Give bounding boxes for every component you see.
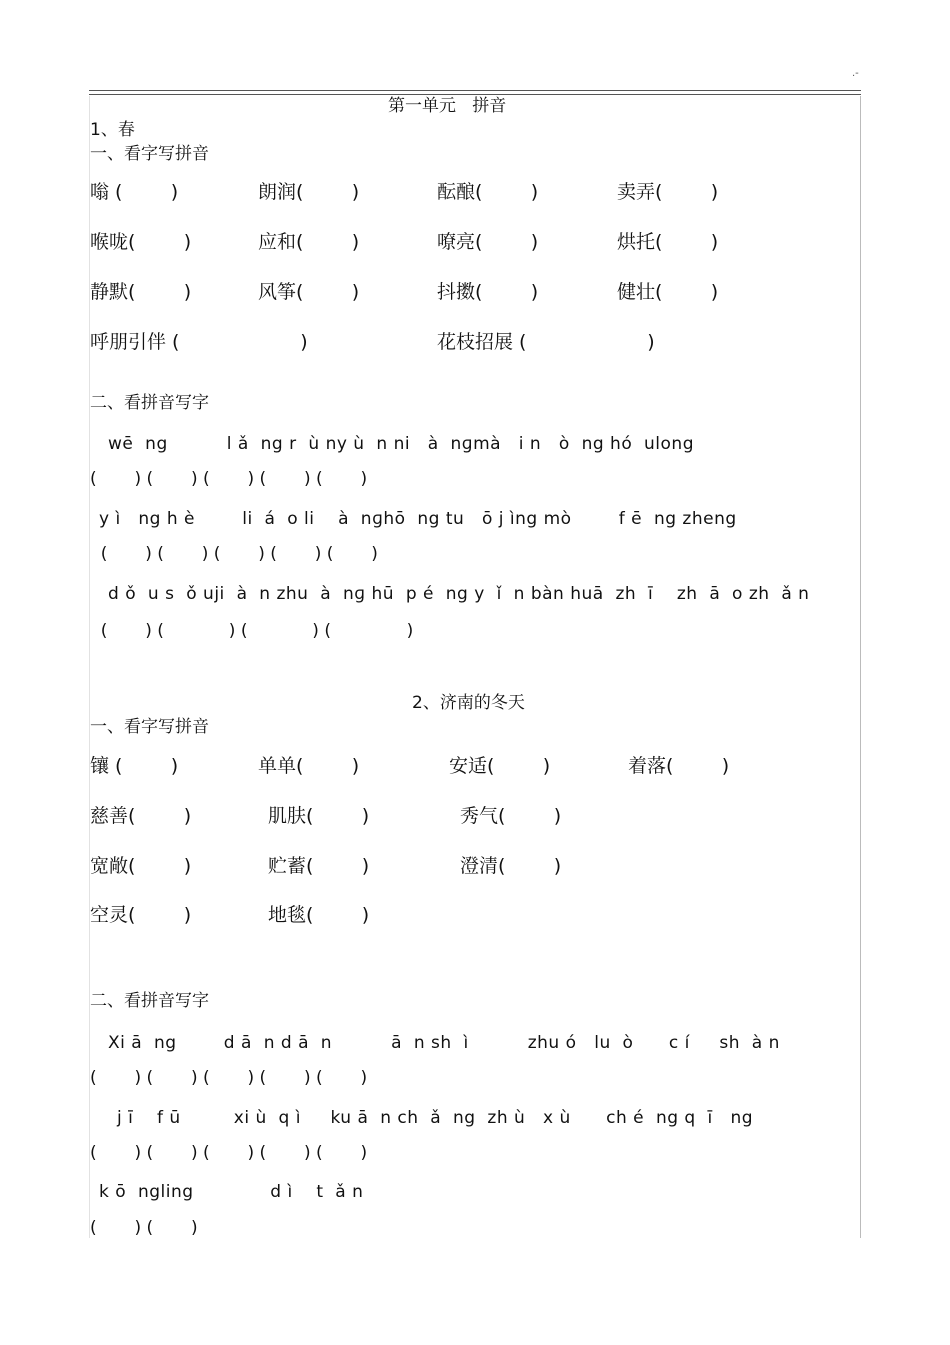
corner-mark: .- xyxy=(852,68,859,79)
top-rule-inner xyxy=(89,94,861,95)
l2-item: 宽敞( ) xyxy=(90,855,192,877)
l2-item: 贮蓄( ) xyxy=(268,855,370,877)
l1-item: 应和( ) xyxy=(258,231,360,253)
right-margin-line xyxy=(860,96,861,1238)
l2-item: 地毯( ) xyxy=(268,904,370,926)
l2-item: 秀气( ) xyxy=(460,805,562,827)
l2-blank-line: ( ) ( ) ( ) ( ) ( ) xyxy=(90,1143,368,1163)
l1-blank-line: ( ) ( ) ( ) ( ) ( ) xyxy=(90,544,378,564)
l1-pinyin-line: wē ng l ǎ ng r ù ny ù n ni à nɡmà i n ò ng hó ulong xyxy=(108,434,694,454)
l1-item: 花枝招展 ( ) xyxy=(437,331,655,353)
unit-title: 第一单元 拼音 xyxy=(388,96,507,116)
l2-item: 镶 ( ) xyxy=(90,755,179,777)
l1-item: 朗润( ) xyxy=(258,181,360,203)
lesson1-section2-title: 二、看拼音写字 xyxy=(90,393,209,413)
top-rule xyxy=(89,90,861,91)
l1-pinyin-line: d ǒ u s ǒ uji à n zhu à nɡ hū p é ng y ǐ n bàn huā zh ī zh ā o zh ǎ n xyxy=(108,584,810,604)
l2-pinyin-line: k ō ngling d ì t ǎ n xyxy=(99,1182,364,1202)
lesson2-section2-title: 二、看拼音写字 xyxy=(90,991,209,1011)
l2-pinyin-line: j ī f ū xi ù q ì ku ā n ch ǎ ng zh ù x ù ch é ng q ī ng xyxy=(117,1108,754,1128)
l1-item: 静默( ) xyxy=(90,281,192,303)
l1-item: 喉咙( ) xyxy=(90,231,192,253)
l1-blank-line: ( ) ( ) ( ) ( ) xyxy=(90,621,414,641)
l1-item: 风筝( ) xyxy=(258,281,360,303)
left-margin-line xyxy=(89,96,90,1238)
l1-item: 嘹亮( ) xyxy=(437,231,539,253)
l1-item: 健壮( ) xyxy=(617,281,719,303)
lesson2-title: 2、济南的冬天 xyxy=(412,693,525,713)
l1-item: 烘托( ) xyxy=(617,231,719,253)
l2-pinyin-line: Xi ā ng d ā n d ā n ā n sh ì zhu ó lu ò c í sh à n xyxy=(108,1033,780,1053)
lesson1-title: 1、春 xyxy=(90,120,135,140)
l1-blank-line: ( ) ( ) ( ) ( ) ( ) xyxy=(90,469,368,489)
l2-item: 澄清( ) xyxy=(460,855,562,877)
l2-item: 空灵( ) xyxy=(90,904,192,926)
lesson1-section1-title: 一、看字写拼音 xyxy=(90,144,209,164)
lesson2-section1-title: 一、看字写拼音 xyxy=(90,717,209,737)
l2-item: 单单( ) xyxy=(258,755,360,777)
l2-blank-line: ( ) ( ) ( ) ( ) ( ) xyxy=(90,1068,368,1088)
l1-pinyin-line: y ì ng h è li á o li à nɡhō ng tu ō j ìng mò f ē ng zheng xyxy=(99,509,737,529)
l2-item: 慈善( ) xyxy=(90,805,192,827)
l2-blank-line: ( ) ( ) xyxy=(90,1218,198,1238)
l1-item: 酝酿( ) xyxy=(437,181,539,203)
l1-item: 呼朋引伴 ( ) xyxy=(90,331,308,353)
l1-item: 嗡 ( ) xyxy=(90,181,179,203)
l2-item: 肌肤( ) xyxy=(268,805,370,827)
l1-item: 卖弄( ) xyxy=(617,181,719,203)
l2-item: 安适( ) xyxy=(449,755,551,777)
l2-item: 着落( ) xyxy=(628,755,730,777)
l1-item: 抖擞( ) xyxy=(437,281,539,303)
